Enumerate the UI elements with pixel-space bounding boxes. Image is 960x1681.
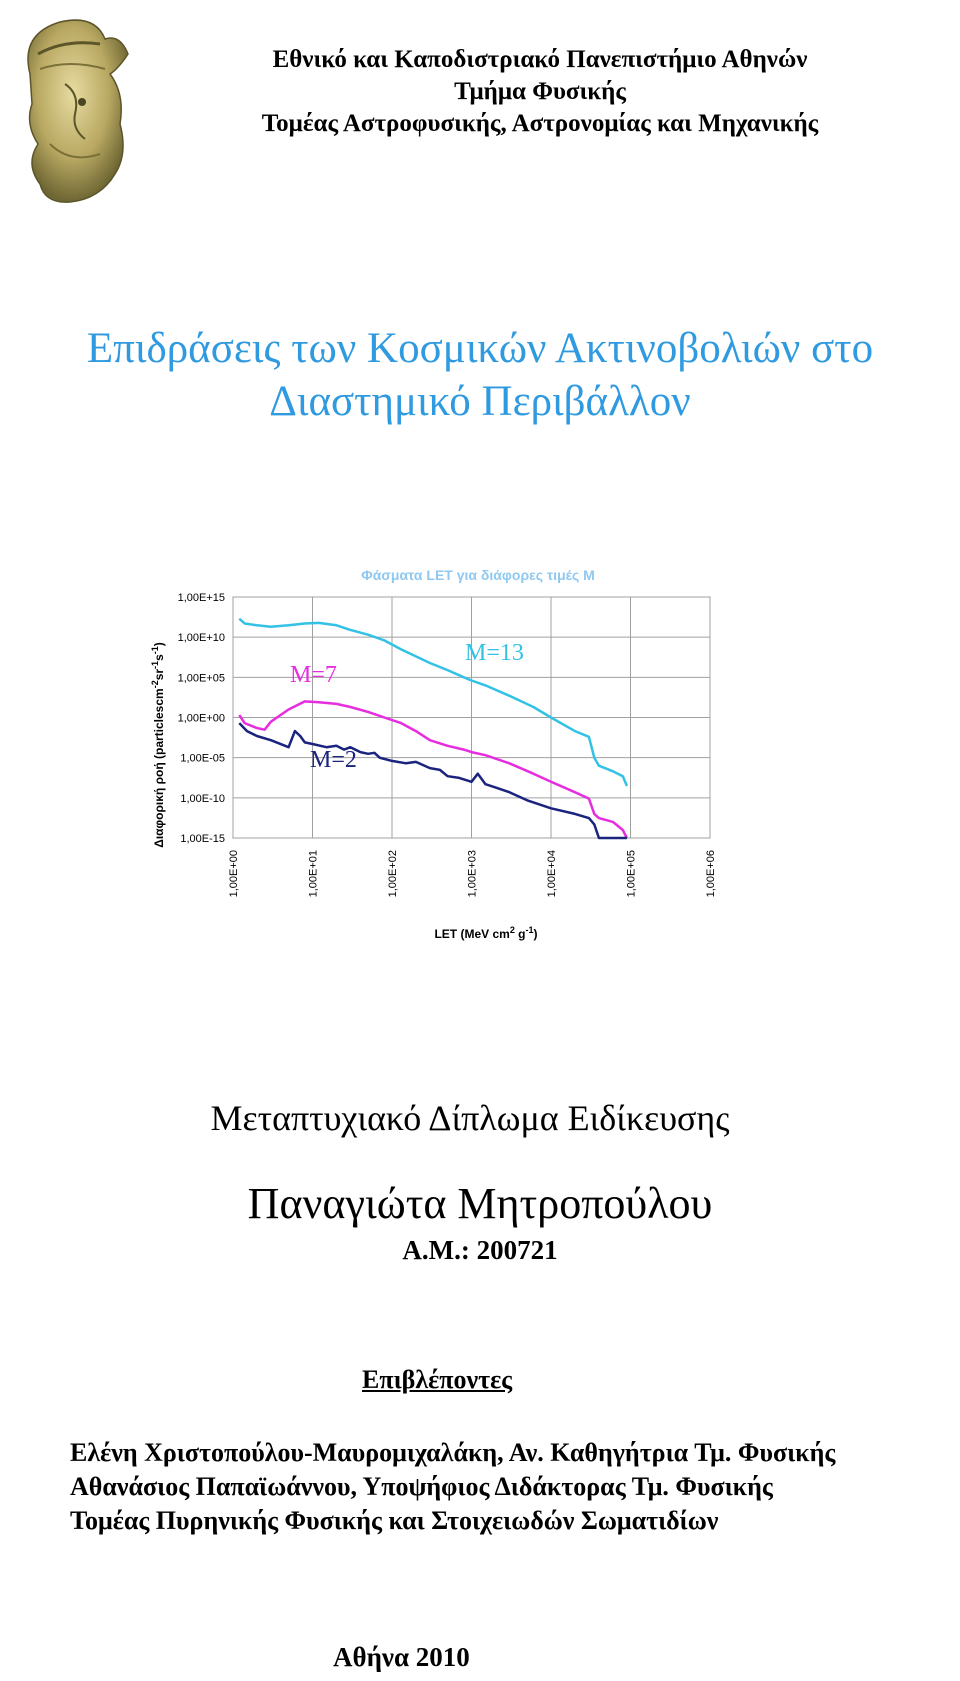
x-tick-label: 1,00E+02 (387, 850, 399, 898)
let-spectra-chart-svg (140, 560, 760, 960)
student-id: Α.Μ.: 200721 (402, 1235, 558, 1265)
series-annotation-m13: M=13 (465, 640, 524, 666)
y-tick-label: 1,00E-15 (180, 833, 225, 845)
sector-name: Τομέας Αστροφυσικής, Αστρονομίας και Μηχανικής (261, 110, 819, 137)
y-tick-label: 1,00E+10 (177, 632, 225, 645)
let-spectra-chart (140, 560, 760, 960)
author-name: Παναγιώτα Μητροπούλου (247, 1179, 713, 1228)
x-tick-label: 1,00E+04 (546, 850, 558, 898)
supervisors-heading: Επιβλέποντες (362, 1365, 513, 1394)
y-tick-label: 1,00E+15 (177, 592, 225, 604)
x-tick-label: 1,00E+06 (705, 850, 717, 898)
x-tick-label: 1,00E+00 (228, 850, 240, 898)
department-name: Τμήμα Φυσικής (454, 78, 626, 105)
y-axis-label: Διαφορική ροή $(particlescm^{-2}sr^{-1}s^{-1})$ (150, 642, 166, 848)
x-tick-label: 1,00E+05 (625, 850, 638, 898)
x-axis-label: LET (MeV $cm^2$ $g^{-1}$) (434, 925, 538, 941)
y-tick-label: 1,00E+00 (177, 712, 225, 725)
degree-title: Μεταπτυχιακό Δίπλωμα Ειδίκευσης (210, 1098, 730, 1138)
university-logo (10, 14, 140, 204)
x-tick-label: 1,00E+01 (307, 850, 320, 898)
y-tick-label: 1,00E+05 (177, 672, 225, 685)
institution-name: Εθνικό και Καποδιστριακό Πανεπιστήμιο Αθηνών (272, 46, 808, 73)
series-annotation-m7: M=7 (290, 662, 337, 688)
chart-title: Φάσματα LET για διάφορες τιμές Μ (361, 567, 595, 583)
thesis-title-line-1: Επιδράσεις των Κοσμικών Ακτινοβολιών στο (86, 325, 874, 372)
thesis-title (0, 322, 960, 428)
thesis-title-line-2: Διαστημικό Περιβάλλον (269, 378, 691, 425)
supervisor-sector: Τομέας Πυρηνικής Φυσικής και Στοιχειωδών Σωματιδίων (70, 1506, 719, 1535)
series-annotation-m2: M=2 (310, 747, 357, 773)
place-date: Αθήνα 2010 (333, 1642, 470, 1672)
supervisor-2: Αθανάσιος Παπαϊωάννου, Υποψήφιος Διδάκτορας Τμ. Φυσικής (70, 1472, 773, 1501)
institution-header (190, 44, 890, 140)
y-tick-label: 1,00E-05 (180, 752, 225, 765)
y-tick-label: 1,00E-10 (180, 792, 225, 805)
supervisor-1: Ελένη Χριστοπούλου-Μαυρομιχαλάκη, Αν. Καθηγήτρια Τμ. Φυσικής (70, 1438, 836, 1467)
supervisors-list (70, 1436, 835, 1538)
x-tick-label: 1,00E+03 (466, 850, 479, 898)
